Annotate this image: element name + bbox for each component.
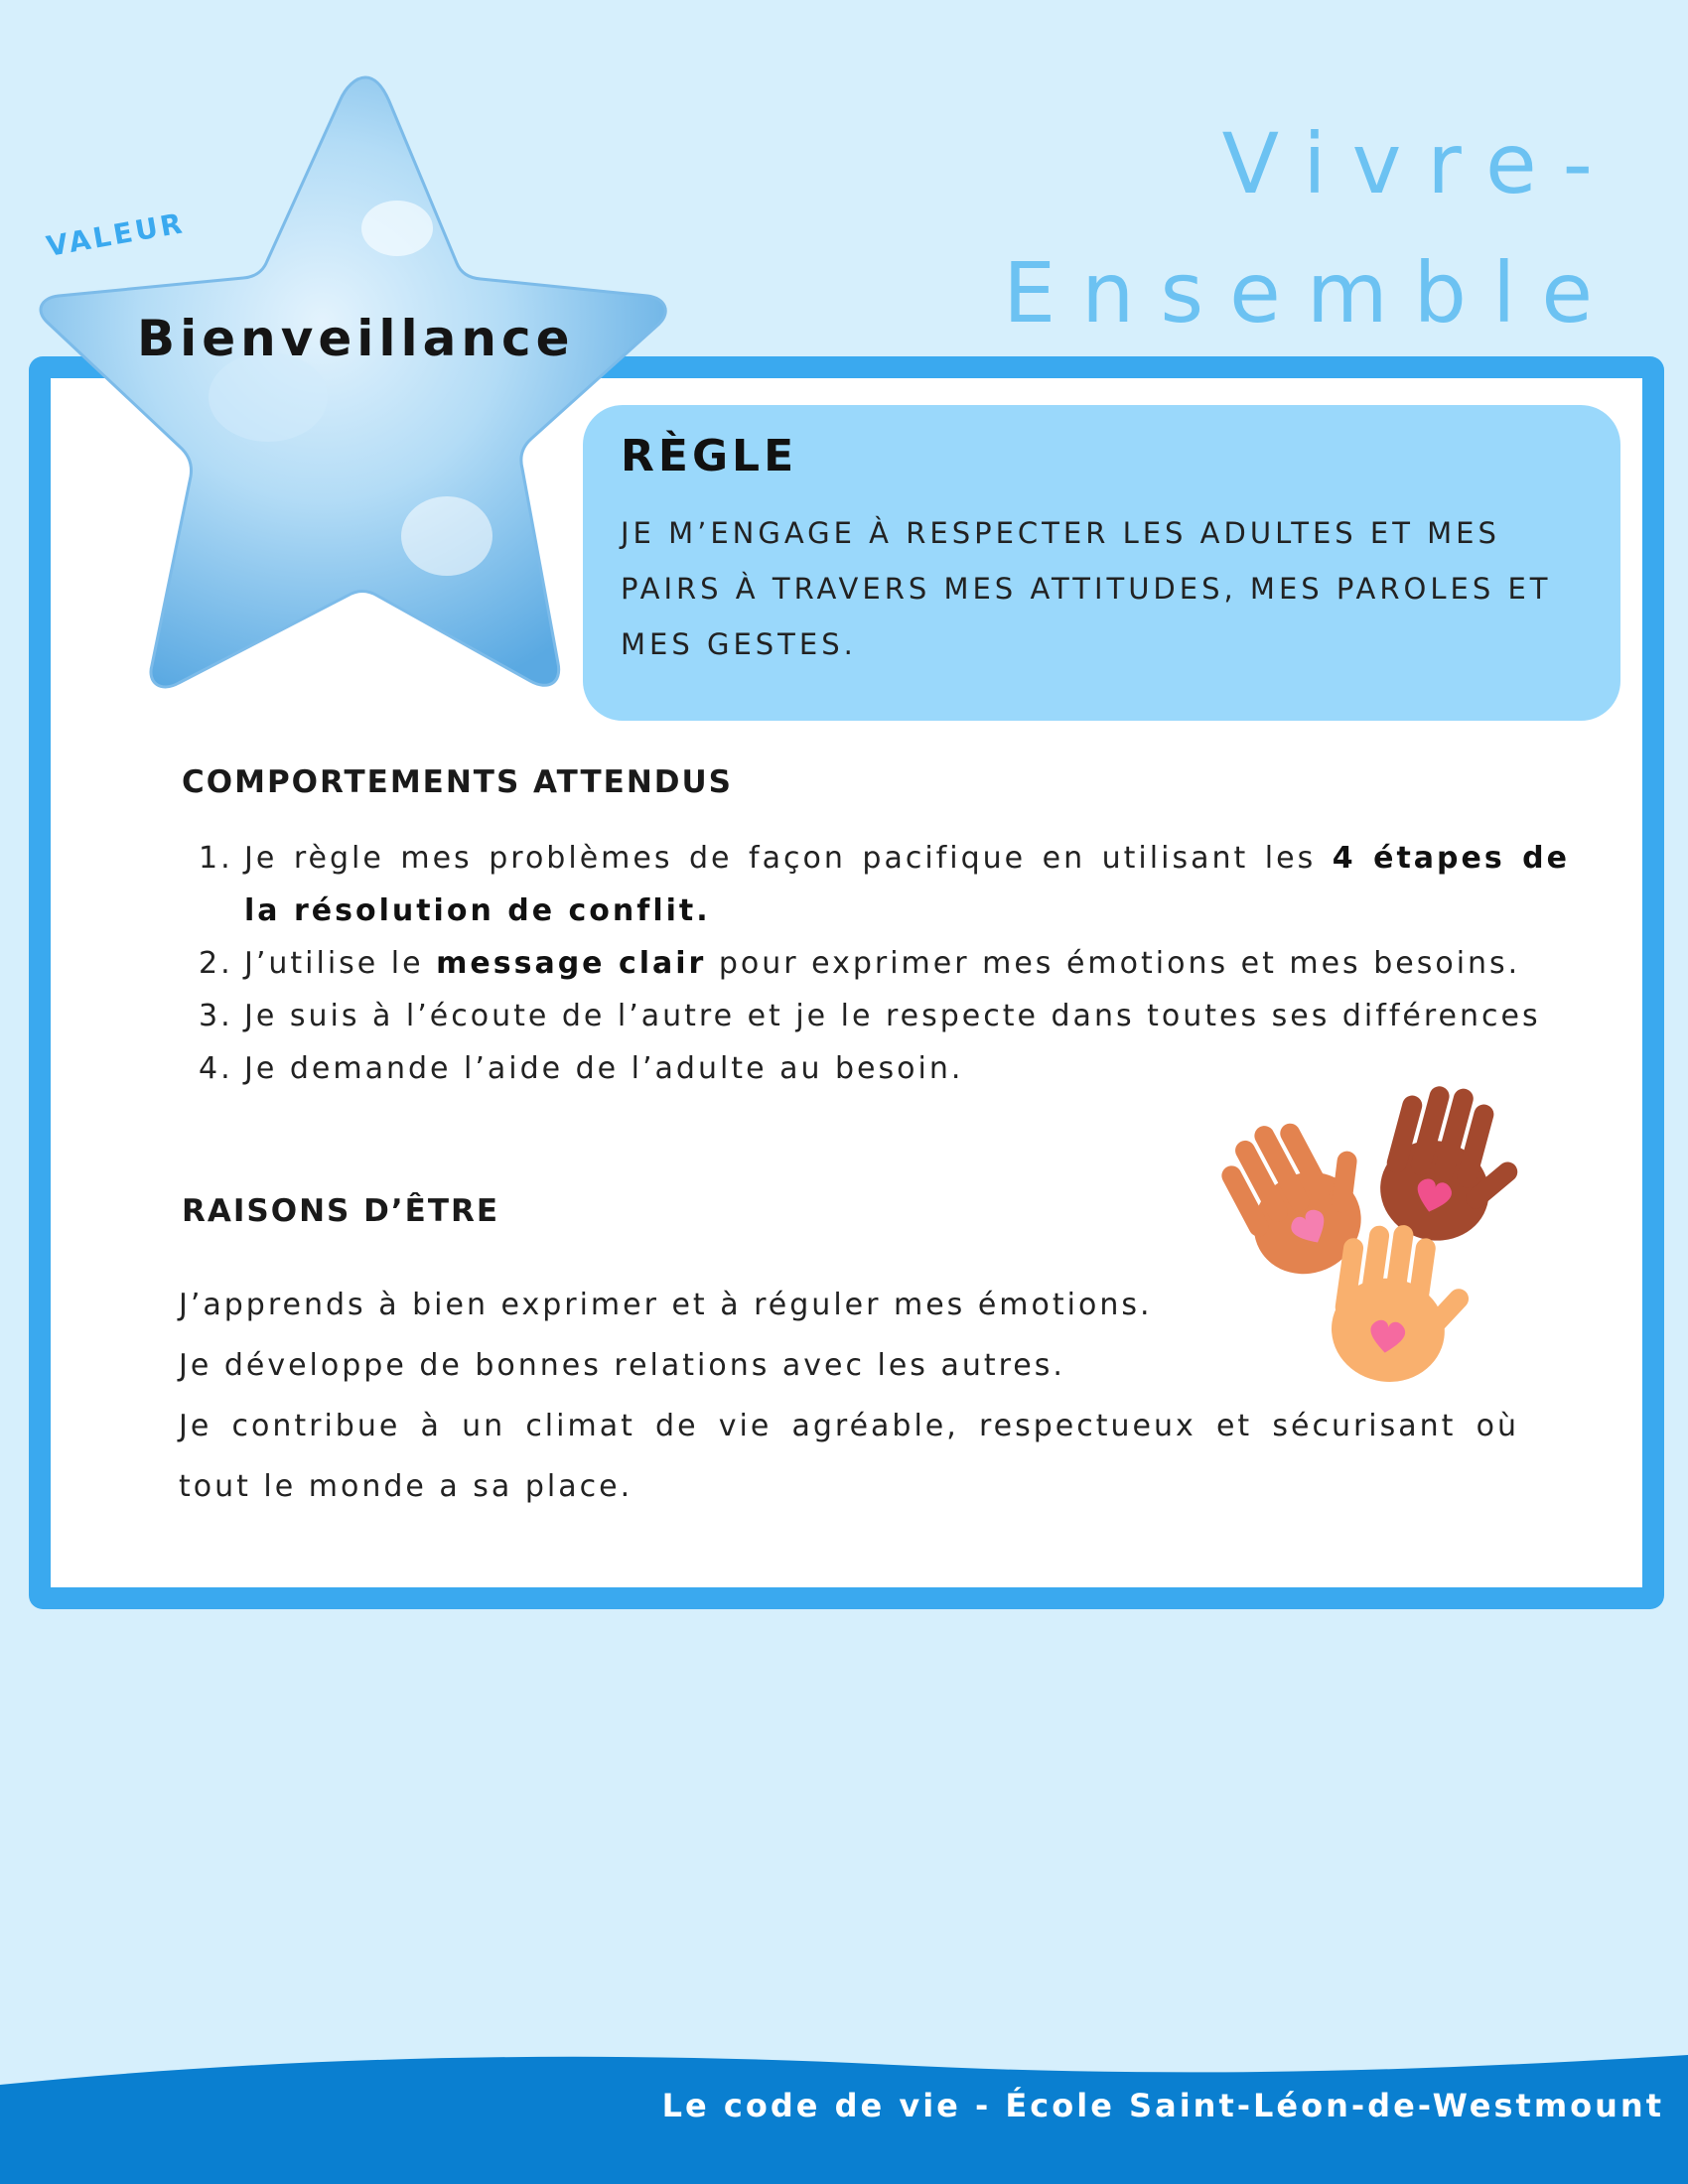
behaviour-text-end: . bbox=[696, 893, 711, 928]
reason-line-1: J’apprends à bien exprimer et à réguler mes émotions. bbox=[179, 1288, 1153, 1322]
behaviour-number: 1. bbox=[199, 841, 233, 876]
reason-line-2: Je développe de bonnes relations avec les autres. bbox=[179, 1348, 1065, 1383]
reasons-heading: RAISONS D’ÊTRE bbox=[182, 1193, 500, 1229]
behaviour-number: 3. bbox=[199, 999, 233, 1033]
behaviour-item-3 bbox=[199, 990, 1570, 1042]
behaviour-item-1 bbox=[199, 832, 1570, 937]
title-line-1: Vivre- bbox=[1221, 115, 1618, 212]
rule-heading: RÈGLE bbox=[621, 431, 798, 481]
behaviour-bold-text: 4 étapes de la résolution de conflit bbox=[244, 841, 1570, 928]
value-label: VALEUR bbox=[44, 206, 188, 263]
behaviour-number: 4. bbox=[199, 1051, 233, 1086]
rule-text: JE M’ENGAGE À RESPECTER LES ADULTES ET MES PAIRS À TRAVERS MES ATTITUDES, MES PAROLES ET MES GESTES. bbox=[621, 516, 1552, 661]
behaviour-text-end: pour exprimer mes émotions et mes besoins. bbox=[706, 946, 1521, 981]
hand-light-icon bbox=[1325, 1217, 1481, 1393]
behaviour-item-2 bbox=[199, 937, 1570, 990]
behaviour-bold-text: message clair bbox=[436, 946, 707, 981]
behaviours-list bbox=[199, 832, 1570, 1095]
behaviour-text: J’utilise le bbox=[244, 946, 437, 981]
value-name: Bienveillance bbox=[137, 310, 575, 367]
behaviour-text: Je demande l’aide de l’adulte au besoin. bbox=[244, 1051, 964, 1086]
hand-dark-icon bbox=[1369, 1077, 1529, 1259]
behaviours-heading: COMPORTEMENTS ATTENDUS bbox=[182, 764, 734, 800]
page-title bbox=[1003, 99, 1618, 357]
behaviour-number: 2. bbox=[199, 946, 233, 981]
footer-text: Le code de vie - École Saint-Léon-de-Westmount bbox=[661, 2087, 1664, 2124]
hands-with-hearts-icon bbox=[1201, 1077, 1529, 1395]
reason-line-3: Je contribue à un climat de vie agréable, respectueux et sécurisant où tout le monde a sa place. bbox=[179, 1409, 1519, 1504]
rule-box bbox=[583, 405, 1620, 721]
behaviour-text: Je suis à l’écoute de l’autre et je le respecte dans toutes ses différences bbox=[244, 999, 1541, 1033]
title-line-2: Ensemble bbox=[1003, 244, 1618, 341]
behaviour-text: Je règle mes problèmes de façon pacifique en utilisant les bbox=[244, 841, 1333, 876]
